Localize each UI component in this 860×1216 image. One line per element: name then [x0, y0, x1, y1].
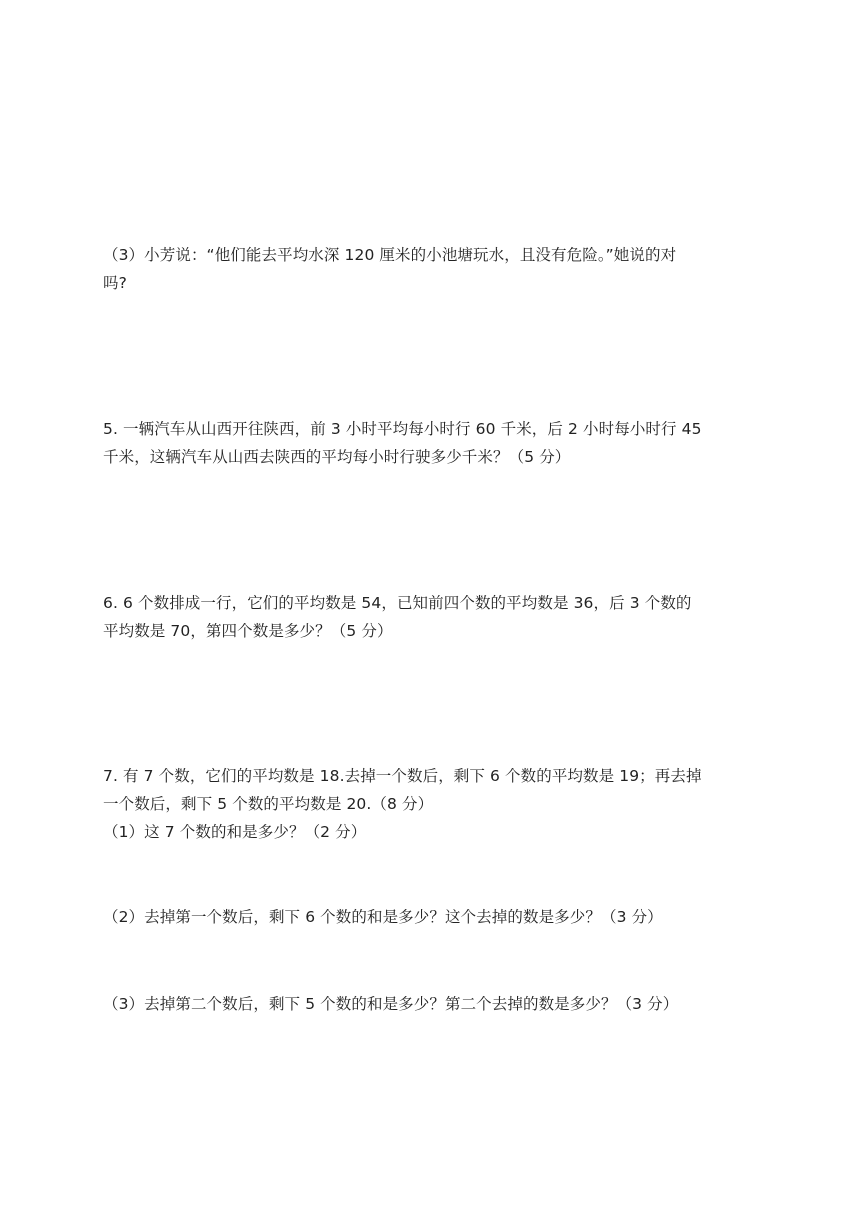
question-7-part-3-text: （3）去掉第二个数后，剩下 5 个数的和是多少？第二个去掉的数是多少？（3 分） — [103, 995, 679, 1013]
question-5 — [103, 415, 759, 471]
question-5-line-1: 5. 一辆汽车从山西开往陕西，前 3 小时平均每小时行 60 千米，后 2 小时每小时行 45 — [103, 420, 702, 438]
question-7-part-1: （1）这 7 个数的和是多少？（2 分） — [103, 823, 367, 841]
question-5-line-2: 千米，这辆汽车从山西去陕西的平均每小时行驶多少千米？（5 分） — [103, 448, 571, 466]
question-4-part-3-line-2: 吗? — [103, 274, 127, 292]
question-7 — [103, 762, 759, 846]
question-7-part-2-text: （2）去掉第一个数后，剩下 6 个数的和是多少？这个去掉的数是多少？（3 分） — [103, 908, 663, 926]
question-4-part-3 — [103, 241, 759, 297]
question-6 — [103, 589, 759, 645]
question-7-line-2: 一个数后，剩下 5 个数的平均数是 20.（8 分） — [103, 795, 434, 813]
question-4-part-3-line-1: （3）小芳说：“他们能去平均水深 120 厘米的小池塘玩水，且没有危险。”她说的对 — [103, 246, 677, 264]
question-7-line-1: 7. 有 7 个数，它们的平均数是 18.去掉一个数后，剩下 6 个数的平均数是 19；再去掉 — [103, 767, 702, 785]
question-6-line-2: 平均数是 70，第四个数是多少？（5 分） — [103, 622, 393, 640]
question-7-part-3 — [103, 990, 759, 1018]
question-6-line-1: 6. 6 个数排成一行，它们的平均数是 54，已知前四个数的平均数是 36，后 3 个数的 — [103, 594, 692, 612]
question-7-part-2 — [103, 903, 759, 931]
